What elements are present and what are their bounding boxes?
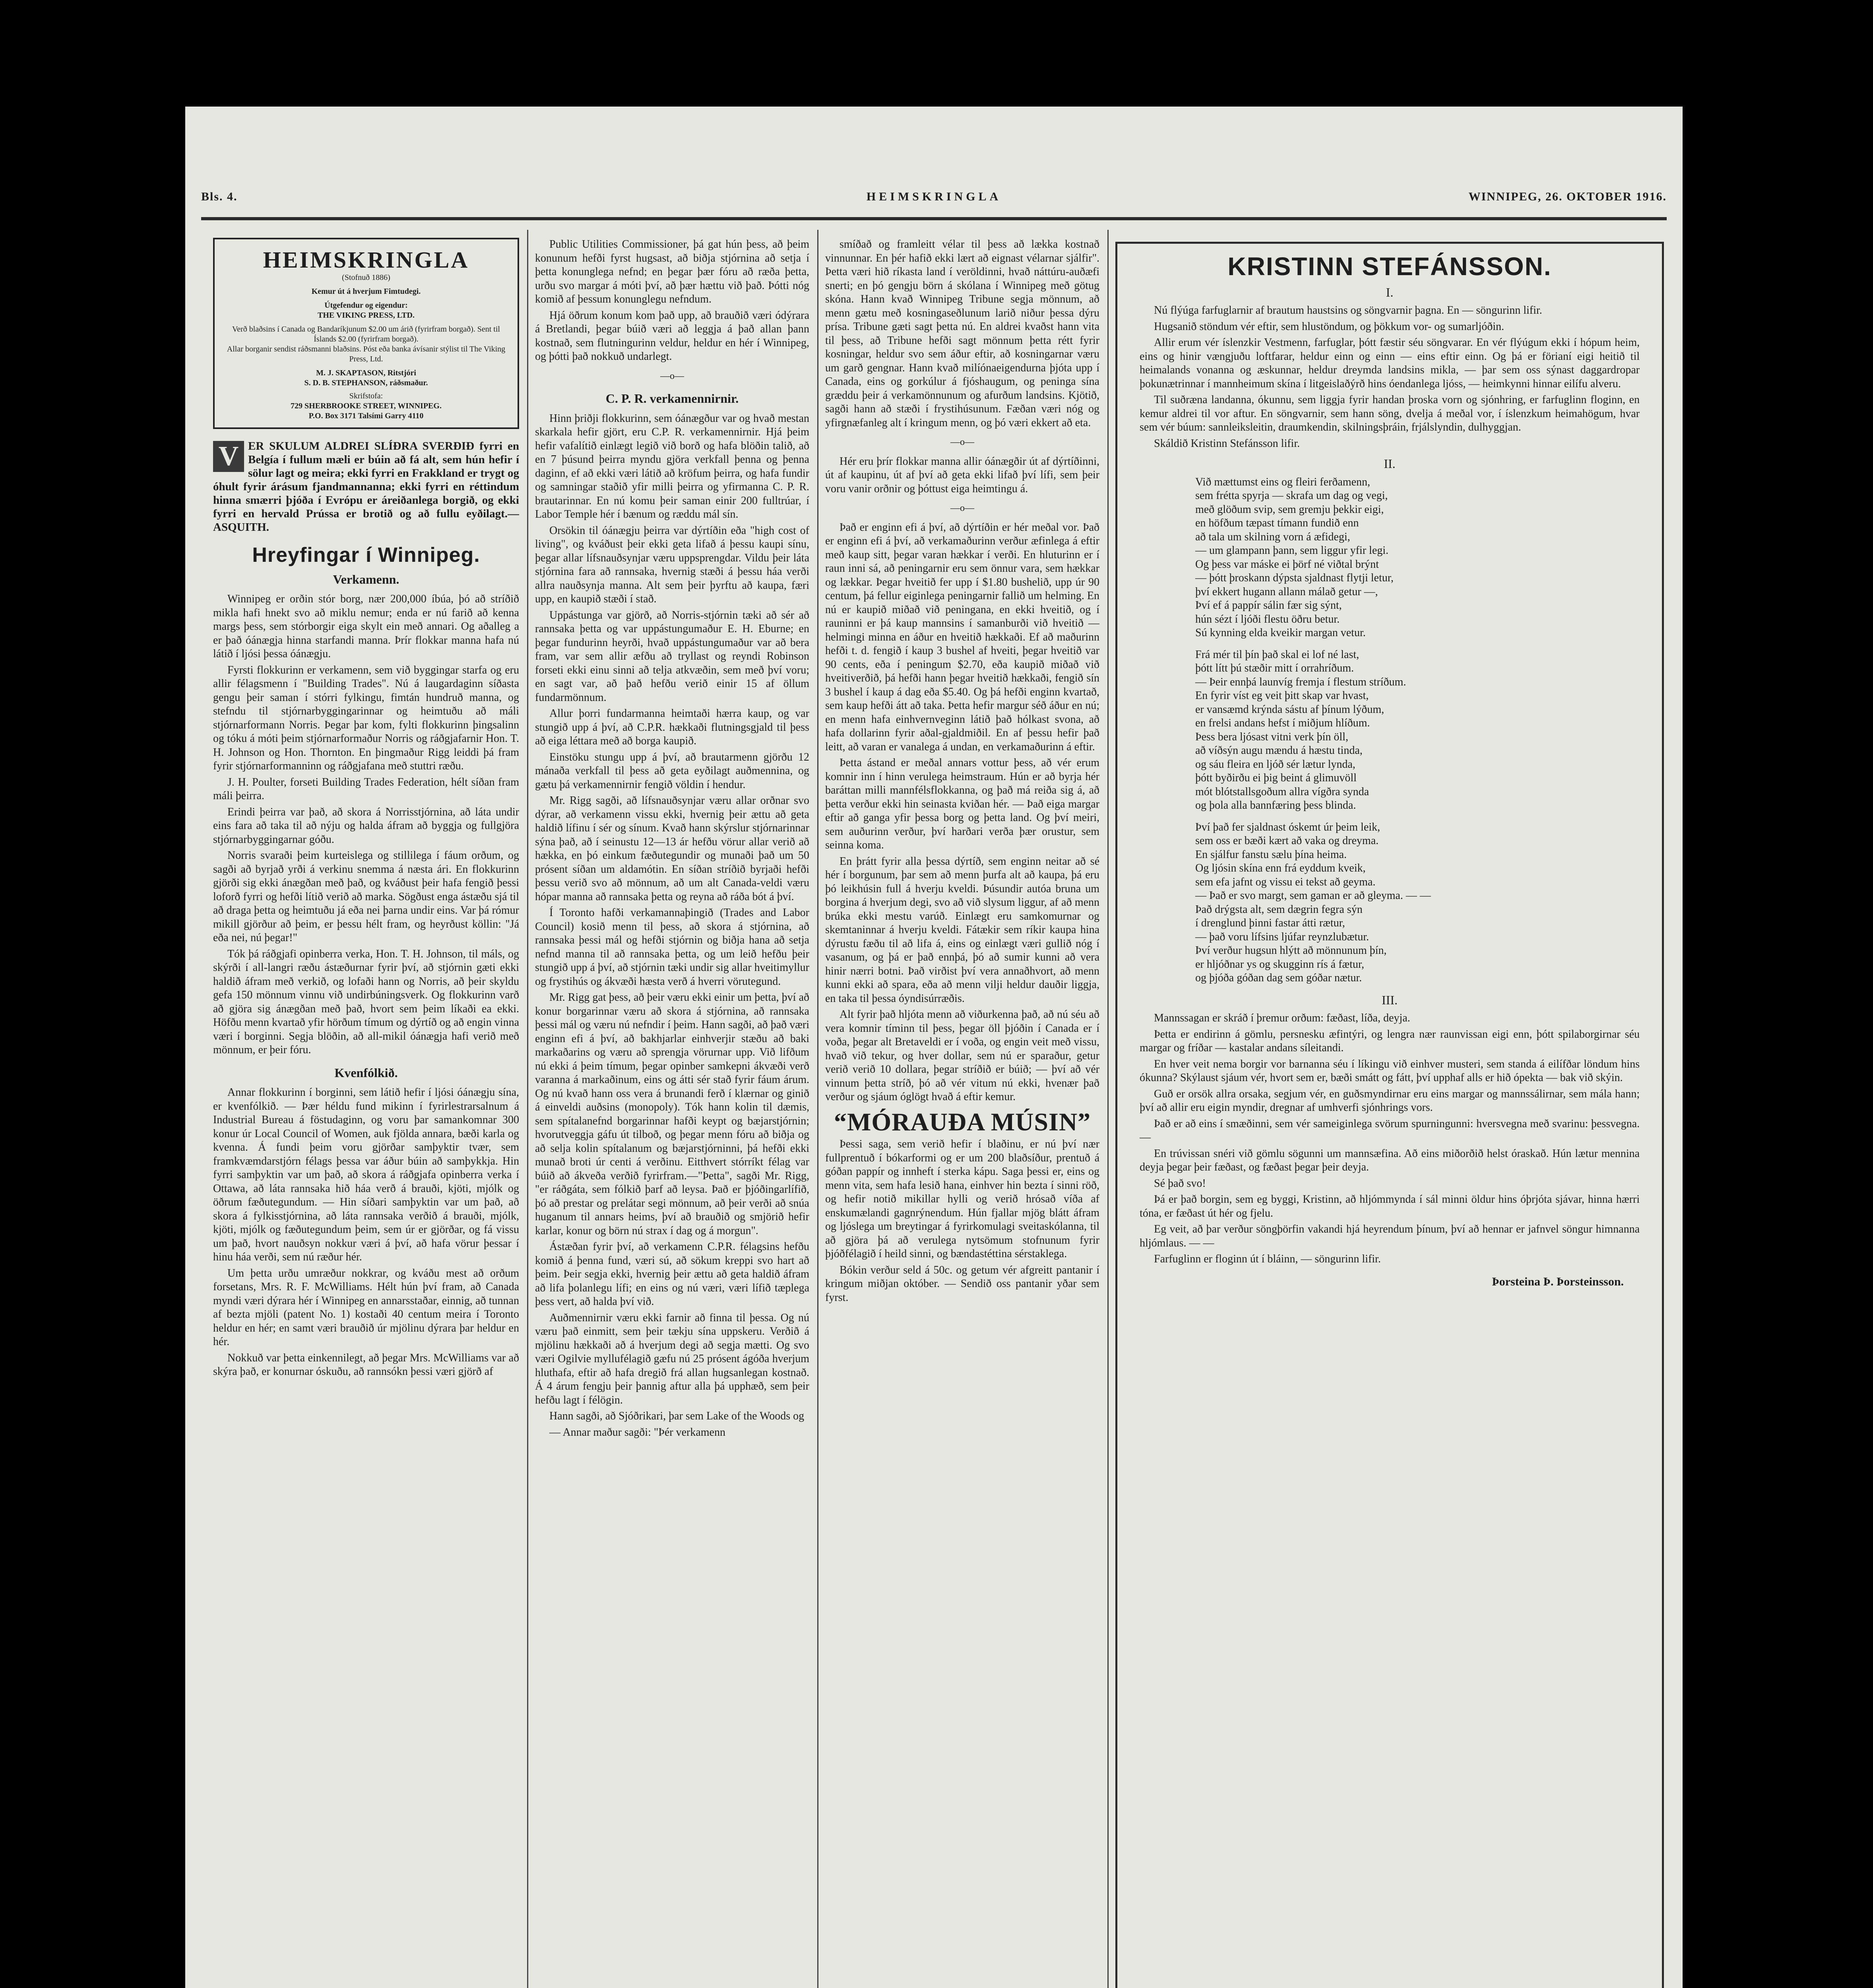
verse-line: En sjálfur fanstu sælu þína heima. bbox=[1195, 848, 1347, 861]
verse-block bbox=[1195, 476, 1640, 985]
verse-line: mót blótstallsgoðum allra vígðra synda bbox=[1195, 785, 1369, 798]
masthead-line: 729 SHERBROOKE STREET, WINNIPEG. bbox=[291, 402, 442, 410]
section-heading: Verkamenn. bbox=[333, 572, 399, 586]
paragraph: Allir erum vér íslenzkir Vestmenn, farfuglar, þótt fæstir séu söngvarar. En vér flýúgum ekki í hópum heim, eins og hinir vængjuðu loftfarar, heldur einn og einn — eins eftir einn. Og þá er förianí eigi heitið til heimalands vonanna og æskunnar, heldur dreymda landsins mikla, — þar sem oss sýnast daggardropar þokunætrinnar í mannheimum skína í litgeislaðýrð hins óendanlega ljóss, — heimkynni hinnar eilífu alveru. bbox=[1140, 336, 1640, 390]
paragraph: Þetta er endirinn á gömlu, persnesku æfintýri, og lengra nær raunvissan eigi enn, þótt spilaborgirnar séu margar og fríðar — kastalar andans síleitandi. bbox=[1140, 1028, 1640, 1054]
paragraph: Fyrsti flokkurinn er verkamenn, sem við byggingar starfa og eru allir félagsmenn í "Building Trades". Nú á laugardaginn síðasta gengu þeir saman í stórri fylkingu, fimtán hundruð manna, og stefndu til stjórnarbyggingarinnar og heimtuðu að máli stjórnarformann Norris. Þegar þar kom, fylti flokkurinn þingsalinn og tóku á móti þeim stjórnarformaður Norris og ráðgjafarnir Hon. T. H. Johnson og Hon. Thornton. En þingmaður Rigg leiddi þá fram fyrir stjórnarformanninn og ráðgjafana með stuttri ræðu. bbox=[213, 664, 519, 772]
poem-author: Þorsteina Þ. Þorsteinsson. bbox=[1492, 1275, 1624, 1288]
stanza bbox=[1195, 648, 1640, 813]
paragraph: Í Toronto hafði verkamannaþingið (Trades and Labor Council) kosið menn til þess, að skora á stjórnina, að rannsaka þessi mál og hefði stjórnin og biðja hana að setja nefnd manna til að rannsaka þetta, og um leið hefðu þeir stungið upp á því, að stjórnin tæki undir sig allar hveitimyllur og frystihús og ákvæði hæsta verð á hverri vörutegund. bbox=[535, 907, 809, 988]
verse-line: Og þess var máske ei þörf né viðtal brýnt bbox=[1195, 558, 1379, 571]
paragraph: smíðað og framleitt vélar til þess að lækka kostnað vinnunnar. En þér hafið ekki lært að eignast vélarnar sjálfir". Þetta væri hið ríkasta land í veröldinni, hvað náttúru-auðæfi snerti; en þó gengju börn á skólana í Winnipeg með götug skóna. Hann kvað Winnipeg Tribune segja mönnum, að menn gætu með kosningaseðlunum larið niður þessa dýru prísa. Tribune gæti sagt þetta nú. En aldrei kvaðst hann vita til þess, að Tribune hefði sagt mönnum þetta rétt fyrir kosningar, heldur svo sem áður eftir, að kosningarnar væru um garð gengnar. Hann kvað milíónaeigendurna þjóta upp í Canada, eins og gorkúlur á fjóshaugum, og peninga sína græddu þeir á verkamönnunum og afurðum landsins. Kjötið, sagði hann að stæði í frystihúsunum. Fæðan væri nóg og yfirgnæfanleg alt í kringum menn, og þó væri ekkert að eta. bbox=[825, 238, 1099, 429]
paragraph: Annar flokkurinn í borginni, sem látið hefir í ljósi óánægju sína, er kvenfólkið. — Þær héldu fund mikinn í fyrirlestrarsalnum á Industrial Bureau á föstudaginn, og voru þar samankomnar 300 konur úr Local Council of Women, auk fjölda annara, bæði karla og kvenna. Á fundi þeim voru gjörðar samþyktir tvær, sem framkvæmdarstjórn félags þessa var áður búin að samþykkja. Hin fyrri samþyktin var um það, að skora á ráðgjafa opinberra verka í Ottawa, að láta rannsaka hið háa verð á brauði, kjöti, mjólk og öðrum fæðutegundum. — Hin síðari samþyktin var um það, að skora á fylkisstjórnina, að láta rannsaka verðið á brauði, mjólk, kjöti, mjólk og fæðutegundum þeim, sem úr er gjörðar, og fá vissu um það, hvort nauðsyn nokkur væri á því, að hafa vörur þessar í hinu háa verði, sem nú ræður hér. bbox=[213, 1086, 519, 1263]
masthead-line: M. J. SKAPTASON, Ritstjóri bbox=[316, 369, 416, 377]
paragraph: Sé það svo! bbox=[1154, 1177, 1206, 1190]
verse-line: Við mættumst eins og fleiri ferðamenn, bbox=[1195, 476, 1371, 488]
verse-line: hún sézt í ljóði flestu öðru betur. bbox=[1195, 613, 1340, 625]
paragraph: Allur þorri fundarmanna heimtaði hærra kaup, og var stungið upp á því, að C.P.R. hækkaði flutningsgjald til þess að eiga léttara með að borga kaupið. bbox=[535, 707, 809, 747]
paragraph: Hann sagði, að Sjóðrikari, þar sem Lake of the Woods og bbox=[549, 1410, 805, 1422]
verse-line: Sú kynning elda kveikir margan vetur. bbox=[1195, 627, 1366, 639]
masthead-box bbox=[213, 238, 519, 429]
paragraph: Það er enginn efi á því, að dýrtíðin er hér meðal vor. Það er enginn efi á því, að verkamaðurinn verður æfinlega á eftir með kaup sitt, þegar varan hækkar í verði. En hluturinn er í raun inni sá, að peningarnir eru sem önnur vara, sem hækkar og lækkar. Þegar hveitið fer upp í $1.80 bushelið, upp úr 90 centum, þá fellur eiginlega peningarnir fallið um helming. En nú er kaupið miðað við peningana, en ekki hveitið, og í rauninni er þá kaup mannsins í samanburði við hveitið — helmingi minna en áður en hveitið hækkaði. Ef að maðurinn hefði t. d. fengið í kaup 3 bushel af hveiti, þegar hveitið var 90 cents, eða í peningum $2.70, eða kaupið miðað við hveitiverðið, þá hefði hann þegar hveitið hækkaði, fengið sín 3 bushel í kaup á dag eða $5.40. Og þá hefði enginn kvartað, sem kaup hefði átt að taka. Þetta hefir margur séð áður en nú; en menn hafa einhvernveginn látið það hólkast svona, að hafa dollarinn fyrir aðal-gjaldmiðil. En af þessu hefir það leitt, að varan er vanalega á undan, en verkamaðurinn á eftir. bbox=[825, 521, 1099, 753]
section-heading: Kvenfólkið. bbox=[334, 1065, 398, 1080]
poem-box bbox=[1115, 242, 1664, 1988]
section-number: I. bbox=[1386, 285, 1394, 299]
column-divider bbox=[1107, 230, 1109, 1988]
masthead-line: Útgefendur og eigendur: bbox=[324, 301, 408, 310]
paragraph: Það er að eins í smæðinni, sem vér sameiginlega svörum spurningunni: hversvegna með svarinu: þessvegna. — bbox=[1140, 1117, 1640, 1143]
verse-line: því ekkert hugann allann málað getur —, bbox=[1195, 585, 1378, 598]
verse-line: og þjóða góðan dag sem góðar nætur. bbox=[1195, 972, 1362, 984]
verse-line: — það voru lífsins ljúfar reynzlubætur. bbox=[1195, 930, 1369, 943]
verse-line: Það drýgsta alt, sem dægrin fegra sýn bbox=[1195, 903, 1363, 916]
verse-line: — þótt þroskann dýpsta sjaldnast flytji letur, bbox=[1195, 572, 1394, 584]
stanza bbox=[1195, 476, 1640, 640]
section-number: III. bbox=[1382, 992, 1398, 1007]
paragraph: En hver veit nema borgir vor barnanna séu í líkingu við einhver musteri, sem standa á eilífðar löndum hins ókunna? Skýlaust sjáum vér, hvort sem er, bæði smátt og fátt, því upphaf alls er hið ópekta — bak við skýin. bbox=[1140, 1058, 1640, 1084]
musin-title: “MÓRAUÐA MÚSIN” bbox=[834, 1107, 1091, 1136]
paragraph: Nokkuð var þetta einkennilegt, að þegar Mrs. McWilliams var að skýra það, er konurnar óskuðu, að rannsókn þessi væri gjörð af bbox=[213, 1351, 519, 1378]
verse-line: En fyrir víst eg veit þitt skap var hvast, bbox=[1195, 689, 1369, 702]
paragraph: Orsökin til óánægju þeirra var dýrtíðin eða "high cost of living", og kváðust þeir ekki geta lifað á þessu kaupi sínu, þegar allar lífsnauðsynjar væru uppsprengdar. Vildu þeir láta stjórnina fara að rannsaka, hvernig stæði á þessu háa verði allra nauðsynja manna. Alt sem þeir þyrftu að kaupa, færi upp, en kaupið stæði í stað. bbox=[535, 524, 809, 605]
verse-line: í drenglund þinni fastar átti rætur, bbox=[1195, 917, 1345, 929]
masthead-line: THE VIKING PRESS, LTD. bbox=[318, 311, 415, 320]
masthead-line: Kemur út á hverjum Fimtudegi. bbox=[311, 287, 421, 296]
paragraph: Nú flýúga farfuglarnir af brautum haustsins og söngvarnir þagna. En — söngurinn lifir. bbox=[1154, 304, 1542, 316]
verse-line: — Það er svo margt, sem gaman er að gleyma. — — bbox=[1195, 889, 1431, 902]
paragraph: Erindi þeirra var það, að skora á Norrisstjórnina, að láta undir eins fara að taka til að nýju og halda áfram að byggja og fullgjöra stjórnarbyggingarnar góðu. bbox=[213, 806, 519, 846]
masthead-line: P.O. Box 3171 Talsími Garry 4110 bbox=[308, 412, 424, 420]
paragraph: Guð er orsök allra orsaka, segjum vér, en guðsmyndirnar eru eins margar og mannssálirnar, sem mála hann; því að allir eru eigin myndir, dregnar af umhverfi sjónhrings vors. bbox=[1140, 1087, 1640, 1114]
verse-line: — um glampann þann, sem liggur yfir legi. bbox=[1195, 544, 1389, 557]
masthead-line: Verð blaðsins í Canada og Bandaríkjunum $2.00 um árið (fyrirfram borgað). Sent til Íslands $2.00 (fyrirfram borgað). bbox=[232, 325, 500, 344]
verse-line: þótt lítt þú stæðir mitt í orrahríðum. bbox=[1195, 662, 1354, 674]
newspaper-page bbox=[185, 107, 1683, 1988]
verse-line: Því ef á pappír sálin fær sig sýnt, bbox=[1195, 599, 1342, 612]
column-divider bbox=[527, 230, 528, 1988]
page-label: Bls. 4. bbox=[201, 190, 238, 203]
verse-line: er hljóðnar ys og skugginn rís á fætur, bbox=[1195, 958, 1365, 971]
verse-line: er vansæmd krýnda sástu af þínum lýðum, bbox=[1195, 703, 1384, 716]
poem-content bbox=[1117, 244, 1662, 1289]
paragraph: Auðmennirnir væru ekki farnir að finna til þessa. Og nú væru það einmitt, sem þeir tækju sína uppskeru. Verðið á mjölinu hækkaði að á hverjum degi að segja mætti. Og svo væri Ogilvie myllufélagið gæfu nú 25 prósent ágóða hverjum hluthafa, eftir að hafa dregið frá allan hugsanlegan kostnað. Á 4 árum fengju þeir þannig aftur alla þá upphæð, sem þeir hefðu lagt í félögin. bbox=[535, 1311, 809, 1406]
paragraph: — Annar maður sagði: "Þér verkamenn bbox=[549, 1426, 725, 1439]
column-2 bbox=[535, 238, 809, 1988]
verse-line: Og ljósin skína enn frá eyddum kveik, bbox=[1195, 862, 1366, 874]
paragraph: Hér eru þrír flokkar manna allir óánægðir út af dýrtíðinni, út af kaupinu, út af því að geta ekki lifað því lífi, sem þeir voru vanir orðnir og þóttust eiga heimtingu á. bbox=[825, 455, 1099, 495]
separator: —o— bbox=[950, 437, 974, 447]
paper-name: HEIMSKRINGLA bbox=[866, 190, 1002, 203]
paragraph: En trúvissan snéri við gömlu sögunni um mannsæfina. Að eins miðorðið helst óraskað. Hún lætur mennina deyja þegar þeir fæðast, og fæðast þegar þeir deyja. bbox=[1140, 1147, 1640, 1173]
paragraph: Farfuglinn er floginn út í bláinn, — söngurinn lifir. bbox=[1154, 1253, 1381, 1265]
paragraph: Mr. Rigg gat þess, að þeir væru ekki einir um þetta, því að konur borgarinnar væru að skora á stjórnina, að rannsaka þessi mál og væru nú nefndir í þeim. Hann sagði, að það væri enginn efi á því, að bakhjarlar einhverjir stæðu að baki markaðarins og væru að sprengja vörurnar upp. Við lifðum nú ekki á þeim tímum, þegar opinber samkepni ákvæði verð varanna á markaðinum, eins og átti sér stað fyrir fáum árum. Og nú kvað hann oss vera á brunandi ferð í klærnar og ginið á einveldi auðsins (monopoly). Tók hann kolin til dæmis, sem spítalanefnd borgarinnar hafði keypt og bæjarstjórnin; hvorutveggja gáfu út tilboð, og þegar menn fóru að biðja og að selja kolin spítalanum og bæjarstjórninni, þá hefði ekki munað broti úr centi á verðinu. Eitthvert stórríkt félag var búið að ákveða verðið fyrirfram.—"Þetta", sagði Mr. Rigg, "er ráðgáta, sem fólkið þarf að leysa. Það er þjóðingarlífið, þó að prestar og prelátar segi mönnum, að þeir verði að snúa huganum til annars heims, því að brauðið og smjörið hefir karlar, konur og börn nú strax í dag og á morgun". bbox=[535, 991, 809, 1237]
paragraph: Winnipeg er orðin stór borg, nær 200,000 íbúa, þó að stríðið mikla hafi hnekt svo að miklu nemur; enda er nú farið að kenna margs þess, sem stórborgir eiga skylt ein með annari. Og aðalleg a er það óánægja hinna starfandi manna. Þrír flokkar manna hafa nú látið í ljósi þessa óánægju. bbox=[213, 593, 519, 660]
section-heading: C. P. R. verkamennirnir. bbox=[605, 391, 739, 406]
paragraph: Þetta ástand er meðal annars vottur þess, að vér erum komnir inn í hinn verulega heimstraum. Hún er að byrja hér baráttan milli mannfélsflokkanna, og það má reiða sig á, að þetta verður ekki hin seinasta kviðan hér. — Það eiga margar eftir að ganga yfir þessa borg og þetta land. Og því meiri, sem auðurinn verður, því harðari verða þær orustur, sem seinna koma. bbox=[825, 757, 1099, 851]
verse-line: að tala um skilning vorn á æfidegi, bbox=[1195, 530, 1350, 543]
asquith-text: ER SKULUM ALDREI SLÍÐRA SVERÐIÐ fyrri en Belgía í fullum mæli er búin að fá alt, sem hún hefir í sölur lagt og meira; ekki fyrri en Frakkland er trygt og óhult fyrir árásum fjandmannanna; ekki fyrri en réttindum hinna smærri þjóða í Evrópu er áreiðanlega borgið, og ekki fyrri en hervald Prússa er brotið og að fullu eyðilagt.—ASQUITH. bbox=[213, 440, 519, 534]
paragraph: En þrátt fyrir alla þessa dýrtíð, sem enginn neitar að sé hér í borgunum, þar sem að menn þurfa alt að kaupa, þá eru þó leikhúsin full á hverju kveldi. Þúsundir autóa bruna um borgina á hverjum degi, svo að við slysum liggur, af að menn brúka ekki mestu varúð. Einlægt eru samkomurnar og skemtaninnar á hverju kveldi. Fátækir sem ríkir kaupa hina dýrustu fæðu til að lifa á, eins og einlægt væri gullið nóg í vasanum, og þá er það ennþá, þó að sumir kunni að vera hinir nærri botni. Það virðist því vera annaðhvort, að menn kunni ekki að spara, eða að menn vilji heldur dauðir liggja, en taka til þessa óyndisúrræðis. bbox=[825, 855, 1099, 1005]
verse-line: að víðsýn augu mændu á hæstu tinda, bbox=[1195, 744, 1363, 757]
page-header bbox=[201, 190, 1667, 214]
paragraph: Norris svaraði þeim kurteislega og stillilega í fáum orðum, og sagði að byrjað yrði á verkinu snemma á næsta ári. En flokkurinn gjörði sig ekki ánægðan með það, og kváðust þeir hafa fengið þessi loforð fyrri og hefði lítið verið að marka. Sögðust enga ástæðu sjá til að draga þetta og heimtuðu já eða nei þarna undir eins. Var þá rómur mikill gjörður að þeim, er þessu hélt fram, og heyrðust köllin: "Já eða nei, nú þegar!" bbox=[213, 849, 519, 944]
masthead-line: Skrifstofa: bbox=[349, 392, 383, 400]
paragraph: Bókin verður seld á 50c. og getum vér afgreitt pantanir í kringum miðjan október. — Sendið oss pantanir yðar sem fyrst. bbox=[825, 1264, 1099, 1304]
verse-line: sem oss er bæði kært að vaka og dreyma. bbox=[1195, 835, 1379, 847]
verse-line: með glöðum svip, sem gremju þekkir eigi, bbox=[1195, 503, 1384, 516]
paragraph: Hjá öðrum konum kom það upp, að brauðið væri ódýrara á Bretlandi, þegar búið væri að leggja á það allan þann kostnað, sem flutningurinn veldur, heldur en hér í Winnipeg, og þótti það nokkuð undarlegt. bbox=[535, 309, 809, 363]
paragraph: Uppástunga var gjörð, að Norris-stjórnin tæki að sér að rannsaka þetta og var uppástungumaður E. H. Eburne; en þegar fundurinn heyrði, hvað uppástungumaður var að bera fram, var sem allir æfðu að tryllast og reyndi Robinson forseti ekki einu sinni að telja atkvæðin, sem með því voru; en sagt var, að það hefðu verið einir 15 af öllum fundarmönnum. bbox=[535, 609, 809, 704]
masthead-line: S. D. B. STEPHANSON, ráðsmaður. bbox=[304, 379, 428, 387]
paragraph: Hinn þriðji flokkurinn, sem óánægður var og hvað mestan skarkala hefir gjört, eru C.P. R. verkamennirnir. Hjá þeim hefir vafalítið einlægt legið við borð og hafa blöðin talið, að en 7 þúsund þeirra myndu gjöra verkfall þenna og þenna daginn, ef að ekki væri látið að kröfum þeirra, og hafa fundir og samningar staðið yfir milli þeirra og yfirmanna C. P. R. brautarinnar. En nú komu þeir saman einir 200 fulltrúar, í Labor Temple hér í bænum og ræddu mál sín. bbox=[535, 412, 809, 520]
paragraph: Þessi saga, sem verið hefir í blaðinu, er nú því nær fullprentuð í bókarformi og er um 200 blaðsíður, prentuð á góðan pappír og innheft í sterka kápu. Saga þessi er, eins og menn vita, sem hafa lesið hana, einhver hin bezta í sinni röð, og hefir notið mikillar hylli og verið hrósað víða af enskumælandi gagnrýnendum. Hún fjallar mjög blátt áfram og ljóslega um breytingar á fyrirkomulagi sveitaskólanna, til að gjöra þá að verulega nytsömum stofnunum fyrir þjóðfélagið í heild sinni, og bændastéttina sérstaklega. bbox=[825, 1138, 1099, 1260]
article-title: Hreyfingar í Winnipeg. bbox=[252, 544, 480, 567]
paragraph: Mr. Rigg sagði, að lífsnauðsynjar væru allar orðnar svo dýrar, að verkamenn vissu ekki, hvernig þeir ættu að geta haldið lífinu í sér og sínum. Kvað hann skýrslur stjórnarinnar sýna það, að í seinustu 12—13 ár hefðu vörur allar verið að hækka, en þó einkum fæðutegundir og munaði það um 50 prósent síðan um aldamótin. En síðan stríðið byrjaði hefði þessu verið svo að mönnum, að um alt Canada-veldi væru hópar manna að rannsaka þetta og reyna að ráða bót á því. bbox=[535, 794, 809, 903]
verse-line: en frelsi andans hefst í miðjum hlíðum. bbox=[1195, 717, 1370, 729]
column-3 bbox=[825, 238, 1099, 1988]
separator: —o— bbox=[660, 371, 684, 381]
header-rule bbox=[201, 217, 1667, 220]
verse-line: Því verður hugsun hlýtt að mönnunum þín, bbox=[1195, 944, 1387, 957]
poem-title: KRISTINN STEFÁNSSON. bbox=[1227, 252, 1552, 281]
asquith-quote bbox=[213, 439, 519, 534]
paragraph: Ástæðan fyrir því, að verkamenn C.P.R. félagsins hefðu komið á þenna fund, væri sú, að sökum kreppi svo hart að þeim. Þeir segja ekki, hvernig þeir ættu að geta haldið áfram að lifa þolanlegu lífi; en eins og nú væri, væri lífið tæplega þess vert, að halda því við. bbox=[535, 1241, 809, 1308]
verse-line: þótt byðirðu ei þig beint á glimuvöll bbox=[1195, 772, 1357, 784]
verse-line: Þess bera ljósast vitni verk þín öll, bbox=[1195, 730, 1348, 743]
section-number: II. bbox=[1384, 456, 1396, 471]
masthead-founded: (Stofnuð 1886) bbox=[342, 273, 390, 282]
verse-line: en höfðum tæpast tímann fundið enn bbox=[1195, 517, 1359, 529]
drop-cap: V bbox=[213, 441, 244, 472]
paragraph: Skáldið Kristinn Stefánsson lifir. bbox=[1154, 437, 1300, 450]
verse-line: — Þeir ennþá launvíg fremja í flestum stríðum. bbox=[1195, 676, 1406, 688]
paragraph: Um þetta urðu umræður nokkrar, og kváðu mest að orðum forsetans, Mrs. R. F. McWilliams. Hélt hún því fram, að Canada myndi væri dýrara hér í Winnipeg en annarsstaðar, einnig, að tunnan af bezta mjöli (patent No. 1) kostaði 40 centum meira í Toronto heldur en hér; en samt væri brauðið úr mjölinu dýrara þar heldur en hér. bbox=[213, 1267, 519, 1348]
verse-line: og þola alla bannfæring þess blinda. bbox=[1195, 799, 1356, 812]
separator: —o— bbox=[950, 503, 974, 513]
masthead-line: Allar borganir sendist ráðsmanni blaðsins. Póst eða banka ávísanir stýlist til The Viking Press, Ltd. bbox=[227, 345, 506, 363]
paragraph: Einstöku stungu upp á því, að brautarmenn gjörðu 12 mánaða verkfall til þess að geta eyðilagt auðmennina, og gætu þá verkamennirnir fengið völdin í hendur. bbox=[535, 751, 809, 791]
paragraph: Til suðræna landanna, ókunnu, sem liggja fyrir handan þroska vorn og sjónhring, er farfuglinn floginn, en kemur aldrei til vor aftur. En söngvarnir, sem hann söng, dvelja á meðal vor, í íslenzkum heimahögum, hvar sem vér búum: sannleiksleitin, draumkendin, skilningsþráin, frjálslyndin, dulhyggjan. bbox=[1140, 394, 1640, 433]
verse-line: og sáu fleira en ljóð sér lætur lynda, bbox=[1195, 758, 1355, 771]
column-divider bbox=[817, 230, 818, 1988]
masthead-name: HEIMSKRINGLA bbox=[263, 247, 469, 273]
paragraph: Þá er það borgin, sem eg byggi, Kristinn, að hljómmynda í sál minni öldur hins óþrjóta sjávar, hinna hærri tóna, er fæðast út hér og fjelu. bbox=[1140, 1193, 1640, 1219]
paragraph: Tók þá ráðgjafi opinberra verka, Hon. T. H. Johnson, til máls, og skýrði í all-langri ræðu ástæðurnar fyrir því, að stjórnin gæti ekki haldið áfram með verkið, og lofaði hann og Norris, að þeir skyldu gefa 150 mönnum vinnu við undirbúningsverk. Og flokkurinn varð að gjöra sig ánægðan með það, hvort sem þeim líkaði ea ekki. Höfðu menn kvartað yfir hörðum tímum og dýrtíð og að engin vinna væri í borginni. Segja blöðin, að all-mikil óánægja hafi verið með mönnum, er þeir fóru. bbox=[213, 947, 519, 1056]
paragraph: J. H. Poulter, forseti Building Trades Federation, hélt síðan fram máli þeirra. bbox=[213, 776, 519, 802]
verse-line: sem efa jafnt og vissu ei tekst að geyma. bbox=[1195, 876, 1376, 888]
verse-line: Frá mér til þín það skal ei lof né last, bbox=[1195, 648, 1359, 661]
paragraph: Eg veit, að þar verður söngþörfin vakandi hjá heyrendum þínum, því að hennar er jafnvel söngur himnanna hljómlaus. — — bbox=[1140, 1223, 1640, 1249]
paragraph: Mannssagan er skráð í þremur orðum: fæðast, líða, deyja. bbox=[1154, 1012, 1410, 1024]
stanza bbox=[1195, 821, 1640, 985]
verse-line: sem frétta spyrja — skrafa um dag og vegi, bbox=[1195, 489, 1388, 502]
paragraph: Alt fyrir það hljóta menn að viðurkenna það, að nú séu að vera komnir tíminn til þess, þegar öll þjóðin í Canada er í voða, þegar alt Bretaveldi er í voða, og engin veit með vissu, hvað við tekur, og hver dollar, sem nú er sparaður, getur verið verið 10 dollara, þegar stríðið er búið; — því að vér vinnum þetta stríð, þó að vér vitum nú ekki, hvenær það verður og sjáum óglögt hvað á eftir kemur. bbox=[825, 1008, 1099, 1103]
paragraph: Public Utilities Commissioner, þá gat hún þess, að þeim konunum hefði fyrst hugsast, að biðja stjórnina að setja í þetta konunglega nefnd; en þegar þær fóru að ræða þetta, urðu svo margar á móti því, að þær hættu við það. Þótti nóg komið af þessum konunglegu nefndum. bbox=[535, 238, 809, 305]
paragraph: Hugsanið stöndum vér eftir, sem hlustöndum, og þökkum vor- og sumarljóðin. bbox=[1154, 320, 1505, 333]
column-1 bbox=[213, 238, 519, 1988]
date-line: WINNIPEG, 26. OKTOBER 1916. bbox=[1468, 190, 1667, 203]
verse-line: Því það fer sjaldnast óskemt úr þeim leik, bbox=[1195, 821, 1381, 833]
